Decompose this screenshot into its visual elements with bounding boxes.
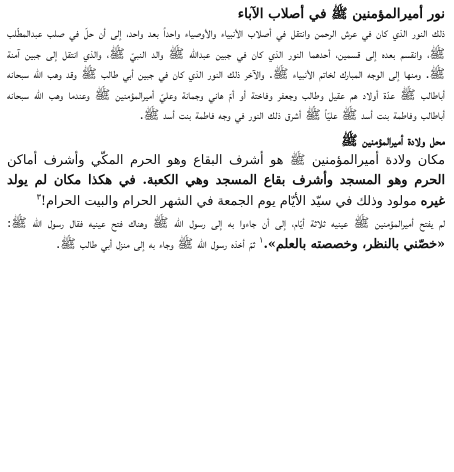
footnote-marker: ٣ (36, 192, 41, 202)
eyes-opening-text-end: ثمّ أخذه رسول الله ﷺ وجاء به إلى منزل أبي طالب ﷺ. (56, 236, 260, 252)
birthplace-text-bold: الحرم وهو المسجد وأشرف بقاع المسجد وهي الكعبة. في هكذا مكان لم يولد غيره (7, 173, 445, 209)
footnote-marker: ١ (259, 235, 264, 245)
birthplace-text-end: مولود وذلك في سيّد الأيّام يوم الجمعة في الشهر الحرام والبيت الحرام! (40, 193, 421, 209)
paragraph-eyes-opening (7, 214, 445, 255)
section-heading-birthplace: محل ولادة أميرالمؤمنين ﷺ (341, 132, 445, 149)
prophet-quote: «خصّني بالنظر، وخصصته بالعلم». (263, 236, 445, 252)
eyes-opening-text-start: لم يفتح أميرالمؤمنين ﷺ عينيه ثلاثة أيّام، إلى أن جاءوا به إلى رسول الله ﷺ وهناك فتح عينيه فقال رسول الله ﷺ: (7, 216, 445, 231)
section-heading-light-in-fathers-loins: نور أميرالمؤمنين ﷺ في أصلاب الآباء (237, 6, 445, 22)
paragraph-light-of-ameer: ذلك النور الذي كان في عرش الرحمن وانتقل في أصلاب الأنبياء والأوصياء واحداً بعد واحد، إلى أن حلّ في صلب عبدالمطّلب ﷺ، وانقسم بعده إلى قسمين، أحدهما النور الذي كان في جبين عبدالله ﷺ والد النبيّ ﷺ، والذي انتقل إلى جبين آمنة ﷺ. ومنها إلى الوجه المبارك لخاتم الأنبياء ﷺ. والآخر ذلك النور الذي كان في جبين أبي طالب ﷺ وقد وهب الله سبحانه أباطالب ﷺ عدّة أولاد هم عقيل وطالب وجعفر وفاختة أو أمّ هاني وجمانة وعليّ أميرالمؤمنين ﷺ وعندما وهب الله سبحانه أباطالب وفاطمة بنت أسد ﷺ عليّاً ﷺ أشرق ذلك النور في وجه فاطمة بنت أسد ﷺ. (7, 26, 445, 123)
birthplace-text-start: مكان ولادة أميرالمؤمنين ﷺ هو أشرف البقاع وهو الحرم المكّي وأشرف أماكن (7, 152, 445, 168)
paragraph-birthplace (7, 151, 445, 213)
